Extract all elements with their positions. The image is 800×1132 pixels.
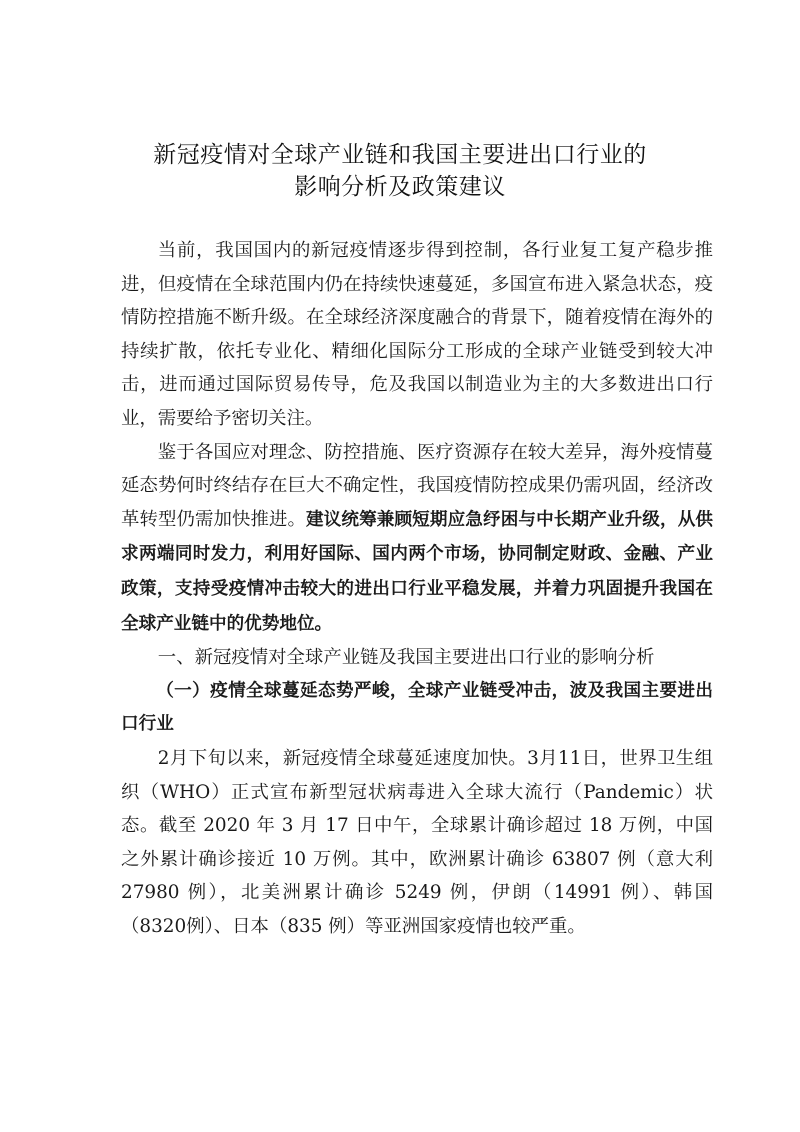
paragraph-recommendation-text: 鉴于各国应对理念、防控措施、医疗资源存在较大差异，海外疫情蔓延态势何时终结存在巨大不确定性，我国疫情防控成果仍需巩固，经济改革转型仍需加快推进。 [121, 441, 713, 530]
document-body [121, 234, 713, 943]
document-title-line-1: 新冠疫情对全球产业链和我国主要进出口行业的 [153, 142, 647, 168]
paragraph-pandemic-stats: 2月下旬以来，新冠疫情全球蔓延速度加快。3月11日，世界卫生组织（WHO）正式宣布新型冠状病毒进入全球大流行（Pandemic）状态。截至 2020 年 3 月 17 日中午，全球累计确诊超过 18 万例，中国之外累计确诊接近 10 万例。其中，欧洲累计确诊 63807 例（意大利 27980 例），北美洲累计确诊 5249 例，伊朗（14991 例）、韩国（8320例）、日本（835 例）等亚洲国家疫情也较严重。 [121, 747, 713, 937]
paragraph-recommendation-bold: 建议统筹兼顾短期应急纾困与中长期产业升级，从供求两端同时发力，利用好国际、国内两个市场，协同制定财政、金融、产业政策，支持受疫情冲击较大的进出口行业平稳发展，并着力巩固提升我国在全球产业链中的优势地位。 [121, 509, 713, 634]
paragraph-intro: 当前，我国国内的新冠疫情逐步得到控制，各行业复工复产稳步推进，但疫情在全球范围内仍在持续快速蔓延，多国宣布进入紧急状态，疫情防控措施不断升级。在全球经济深度融合的背景下，随着疫情在海外的持续扩散，依托专业化、精细化国际分工形成的全球产业链受到较大冲击，进而通过国际贸易传导，危及我国以制造业为主的大多数进出口行业，需要给予密切关注。 [121, 240, 713, 429]
subsection-heading-1: （一）疫情全球蔓延态势严峻，全球产业链受冲击，波及我国主要进出口行业 [121, 680, 713, 735]
section-heading-1: 一、新冠疫情对全球产业链及我国主要进出口行业的影响分析 [157, 647, 655, 669]
document-title-line-2: 影响分析及政策建议 [294, 174, 506, 200]
paragraph-recommendation [121, 436, 713, 642]
